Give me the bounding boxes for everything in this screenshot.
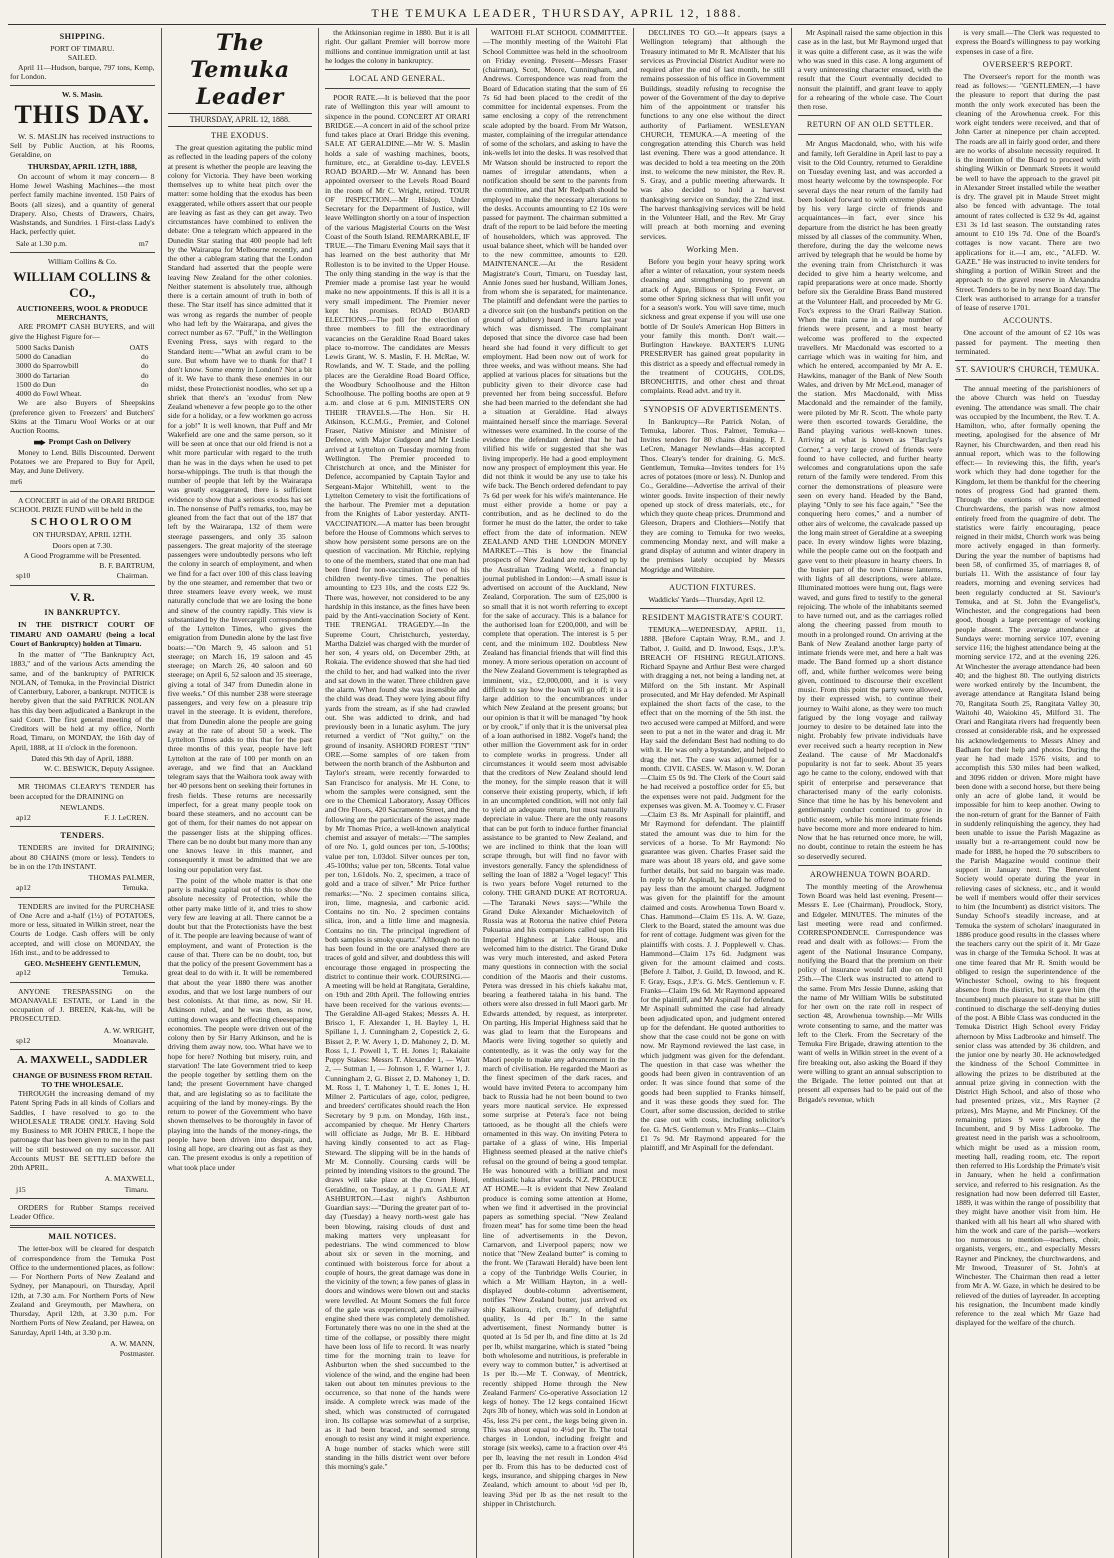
produce-row	[10, 361, 155, 370]
trespass-notice: ANYONE TRESPASSING on the MOANAVALE ESTATE, or Land in the occupation of J. BREEN, Kak-hu, will be PROSECUTED.	[10, 986, 155, 1024]
accounts-heading: ACCOUNTS.	[1002, 316, 1053, 326]
collins-more: We are also Buyers of Sheepskins (preference given to Freezers' and Butchers' Skins at the Timaru Wool Works or at our Auction Rooms.	[10, 398, 155, 436]
church-body: The annual meeting of the parishioners of the above Church was held on Tuesday evening. The attendance was small. The chair was occupied by the Incumbent, the Rev. T. A. Hamilton, who, after formally opening the meeting, apologised for the absence of Mr Rayner, his Churchwarden, and then read his annual report, which was to the following effect:— In reviewing this, the fifth, year's work which they had done together for the Kingdom, let them be thankful for the cheering notes of progress God had granted them. Through the exertions of their esteemed Churchwardens, the parish was now almost entirely freed from the quagmire of debt. The statistics were fairly encouraging, peace reigned in their midst, Church work was being more actively engaged in than formerly. During the year the number of baptisms had been 58, of confirmed 35, of marriages 8, of burials 11. With the assistance of four lay readers, morning and evening services had been regularly conducted at St. Saviour's Temuka, and at St. John the Evangelist's, Winchester, and the congregations had been good, though a large percentage of working people absent. The average attendance at Sundays were: morning service 107, evening service 116; the highest attendance being at the morning service 172, and at the evening 226. At Winchester the average attendance had been 40; and the highest 80. The outlying districts were worked entirely by the Incumbent, the average attendance at Rangitata Island being 70, Rangitata South 25, Rangitata Valley 30, Waitohi 40, Waiokino 45, Milford 31. The Orari and Rangitata rivers had frequently been crossed at considerable risk, and he expressed his acknowledgements to Messrs Alney and Badham for their help and photos. During the year he had made 1576 visits, and to accomplish this 530 miles had been walked, and 3096 ridden or driven. More might have been done with a second horse, but there being only an acre of globe land, it would be impossible for him to keep another. Owing to the non-return of grant for the Banner of Faith in suddenly relinquishing the agency, they had been unable to issue the Parish Magazine as usually but a re-arrangement could now be made for 1888, he hoped the 70 subscribers to the Parish Magazine would continue their support in January next. The Benevolent Society would operate during the year in relieving cases of sickness, etc., and it would be well if members would offer their services to him (the Incumbent) as district visitors. The Sunday School's steadily increase, and at Temuka the system of scholars' inaugurated in 1886 produce good results in the classes where the teachers carry out the spirit of it. Mr Gaze was in charge of the Temuka School. It was at one time feared that Mr R. Smith would be obliged to resign the superintendence of the Winchester School, owing to his frequent absence from the district, but it gave him (the Incumbent) much pleasure to state that he still continued to discharge the self-denying duties of the post. A Bible Class was conducted in the Temuka District High School every Friday afternoon by Miss Ladbrooke and himself. The senior class was attended by 36 children, and the junior one by nearly 30. He acknowledged the kindness of the School Committee in allowing the prizes to be distributed at the annual prize giving in connection with the District High School, and also of those who had presented prizes, viz., Mrs Rayner (2 prizes), Mrs Mayne, and Mr Pinckney. Of the remaining prizes 9 were given by the Incumbent, and 9 by Miss Ladbrooke. The greatest need in the parish was a schoolroom, which might be used as a mission room, meeting hall, reading room, etc. The report then referred to His Lordship the Primate's visit in January, when he held a confirmation service, and referred to his resignation. As the resignation had now been deferred till Easter, 1889, it was within the range of possibility that they might have another visit from him. He thanked with all his heart all who shared with him the work and care of the parish—workers too numerous to mention—teachers, choir, organists, vergers, etc., and especially Messrs Rayner and Pinckney, the churchwardens, and Mr Inwood, Treasurer of St. John's at Winchester. The Chairman then read a letter from Mr A. W. Gaze, in which he desired to be relieved of the duties of layreader. In accepting his resignation, the Incumbent made kindly reference to the zeal which Mr Gaze had displayed for the welfare of the church.	[955, 384, 1101, 1328]
produce-item	[149, 389, 155, 398]
tender-1-signature: THOMAS PALMER,	[88, 873, 155, 883]
produce-item: do	[140, 370, 149, 380]
produce-quantity: 5000 Sacks Danish	[16, 342, 75, 352]
collins-money: Money to Lend. Bills Discounted. Derwent Potatoes we are Prepared to Buy for April, May, and June Delivery.	[10, 447, 155, 476]
cleary-notice: MR THOMAS CLEARY'S TENDER has been accepted for the DRAINING on	[10, 782, 155, 801]
maslin-date: THURSDAY, APRIL 12TH, 1888,	[27, 161, 137, 171]
saddler-heading: A. MAXWELL, SADDLER	[16, 1054, 148, 1067]
pointing-hand-icon	[34, 440, 46, 446]
maslin-sale-row	[10, 239, 155, 248]
tender-1-row	[10, 883, 155, 892]
vr-crest: V. R.	[69, 589, 95, 604]
bankruptcy-heading: IN BANKRUPTCY.	[44, 608, 121, 618]
saddler-body: THROUGH the increasing demand of my Patent Spring Pads in all kinds of Collars and Saddles, I have resolved to go to the WHOLESALE TRADE ONLY. Having Sold my Business to MR JOHN PRICE, I hope the patronage that has been given to me in the past will be still bestowed on my successor. All Accounts MUST BE SETTLED before the 20th APRIL.	[10, 1089, 155, 1172]
overseer-heading: OVERSEER'S REPORT.	[982, 59, 1073, 69]
mail-body: The letter-box will be cleared for despatch of correspondence from the Temuka Post Office to the undermentioned places, as follow:— For Northern Ports of New Zealand and Sydney, per Manapouri, on Thursday, April 12th, at 7.30 a.m. For Northern Ports of New Zealand and Greymouth, per Mawhera, on Thursday, April 12th, at 3.30 p.m. For Northern Ports of New Zealand, per Hawea, on Saturday, April 14th, at 3.30 p.m.	[10, 1244, 155, 1337]
produce-item: do	[140, 379, 149, 389]
saddler-signature: A. MAXWELL,	[104, 1174, 155, 1184]
produce-item: do	[140, 352, 149, 362]
trespass-ref: sp12	[16, 1035, 31, 1045]
exodus-body-2: The point of the whole matter is that one party is making capital out of this to show the absolute necessity of Protection, while the other party make little of it, and tries to show very few are leaving at all. There cannot be a doubt but that the Protectionists have the best of it. The people are leaving because of want of employment, and want of Protection is the cause of that. There can be no doubt, too, but that the policy of the present Government has a great deal to do with it. It will be remembered that about the year 1880 there was another exodus, and that we lost large numbers of our best colonists. At that time, as now, Sir H. Atkinson ruled, and he was then, as now, cutting down wages and effecting cheeseparing economies. The people were driven out of the colony then by Sir Harry Atkinson, and he is driving them away now, too. What have we to hope for here? Nothing but misery, ruin, and starvation! The late Government tried to keep the people together by settling them on the land; the present Government have changed that, and are legislating so as to facilitate the acquiring of the land by money-rings. By the return to power of the Government who have shown themselves to be thoroughly in favor of playing into the hands of the money-rings, the people have been driven into despair, and, losing all hope, are clearing out as fast as they can. The present exodus is only a repetition of what took place under	[167, 875, 313, 1172]
saddler-ref: j15	[16, 1184, 26, 1194]
produce-quantity: 5000 do Canadian	[16, 352, 72, 362]
tender-2-row	[10, 968, 155, 977]
saddler-subtitle: CHANGE OF BUSINESS FROM RETAIL TO THE WHOLESALE.	[12, 1070, 153, 1089]
cash-delivery	[10, 437, 155, 446]
mail-title: Postmaster.	[119, 1349, 155, 1358]
produce-row	[10, 352, 155, 361]
maslin-body: On account of whom it may concern— 8 Home Jewel Washing Machines—the most perfect family machine invented. 150 Pairs of Boots (all sizes), and a quantity of general Drapery. Also, Chests of Drawers, Chairs, Washstands, and Sundries. 1 First-class Lady's Hack, perfectly quiet.	[10, 171, 155, 237]
sailed-label: SAILED.	[67, 53, 97, 63]
produce-quantity: 3000 do Sparrowbill	[16, 361, 79, 371]
collins-subtitle: AUCTIONEERS, WOOL & PRODUCE MERCHANTS,	[16, 303, 148, 323]
rm-court-body: TEMUKA—WEDNESDAY, APRIL 11, 1888. [Before Captain Wray, R.M., and J. Talbot, J. Guild, and D. Inwood, Esqs., J.P.'s. BREACH OF FISHING REGULATIONS. Richard Spayne and Arthur Best were charged with dragging a net, not being a landing net, at Milford on the 5th instant. Mr Aspinall prosecuted, and Mr Hay defended. Mr Aspinall explained the short facts of the case, to the effect that on the morning of the 5th inst. the two accused were camped at Milford, and were seen to put a net in the water and drag it. Mr Hay said the defendant Best had nothing to do with it. He was only a bystander, and helped to drag the net. The case was adjourned for a month. CIVIL CASES. W. Mason v. W. Doran—Claim £5 0s 9d. The Clerk of the Court said he had received a postoffice order for £5, but the expenses were not paid. Judgment for the expenses was given. M. A. Toomey v. C. Fraser—Claim £3 8s. Mr Aspinall for plaintiff, and Mr Raymond for defendant. The plaintiff stated the amount was due to him for the services of a horse. To Mr Raymond: No guarantee was given. Charles Fraser said the mare was about 18 years old, and gave some further details, but said no bargain was made. In reply to Mr Aspinall, he said he offered to pay less than the amount charged. Judgment was given for the plaintiff for the amount claimed and costs. Arowhenua Town Board v. Chas. Hammond—Claim £5 11s. A. W. Gaze, Clerk to the Board, stated the amount was due for rent of cottage. Judgment was given for the plaintiffs with costs. J. J. Popplewell v. Chas. Hammond—Claim 17s 6d. Judgment was given for the amount claimed and costs. [Before J. Talbot, J. Guild, D. Inwood, and K. F. Gray, Esqs., J.P.'s. G. McS. Gentlemun v. F. Franks—Claim 19s 6d. Mr Raymond appeared for the plaintiff, and Mr Aspinall for defendant. Mr Aspinall submitted the case had already been adjudicated upon, and judgment entered up for the defendant. He quoted authorities to show that the case could not be gone on with now. Mr Raymond reviewed the last case, in which judgment was given for the defendant. The question in that case was whether the goods had been given in contravention of an order. It was since found that some of the goods had been supplied to Franks himself, and it was these goods they sued for. The Court, after some discussion, decided to strike the case out with costs, including solicitor's fee. G. McS. Gentlemun v. Mrs Franks—Claim £1 7s 9d. Mr Raymond appeared for the plaintiff, and Mr Aspinall for the defendant.	[640, 625, 785, 1152]
rubber-stamps: ORDERS for Rubber Stamps received Leader Office.	[10, 1202, 155, 1221]
auction-heading: AUCTION FIXTURES.	[669, 582, 757, 592]
column-5-news	[633, 28, 791, 1558]
working-men-heading: Working Men.	[686, 244, 739, 254]
port-heading: PORT OF TIMARU.	[50, 44, 115, 53]
local-general-body: POOR RATE.—It is believed that the poor rate of Wellington this year will amount to sixpence in the pound. CONCERT AT ORARI BRIDGE.—A concert in aid of the school prize fund takes place at Orari Bridge this evening. SALE AT GERALDINE.—Mr W. S. Maslin holds a sale of washing machines, boots, furniture, etc., at Geraldine to-day. LEVELS ROAD BOARD.—Mr W. Annand has been appointed overseer to the Levels Road Board in the room of Mr C. Wright, retired. TOUR OF INSPECTION.—Mr Hislop, Under Secretary for the Department of Justice, will leave Wellington shortly on a tour of inspection of the various Magisterial Courts on the West Coast of the South Island. REMARKABLE, IF TRUE.—The Timaru Evening Mail says that it has learned on the best authority that Mr Rolleston is to be invited to the Upper House. The only thing standing in the way is that the Premier made a promise last year he would make no new appointments. If this is all it is a very small impediment. The Premier never kept his promises. ROAD BOARD ELECTIONS.—The poll for the election of three members to fill the extraordinary vacancies on the Geraldine Road Board takes place to-morrow. The candidates are Messrs Lewis Grant, W. S. Maslin, F. H. McRae, W. Rowlands, and W. T. Stade, and the polling places are the Geraldine Road Board Office, the Woodbury Schoolhouse and the Hilton Schoolhouse. The polling booths are open at 9 a.m. and close at 6 p.m. MINISTERS ON THEIR TRAVELS.—The Hon. Sir H. Atkinson, K.C.M.G., Premier, and Colonel Fraser, Native Minister and Minister of Defence, with Major Gudgeon and Mr Leslie arrived at Lyttelton on Tuesday morning from Wellington. The Premier proceeded to Christchurch at once, and the Minister for Defence, accompanied by Captain Taylor and Sergeant-Major Whitehill, went to the Lyttelton Cemetery to visit the fortifications of the harbour. The Premier met a deputation from the Knights of Labor yesterday. ANTI-VACCINATION.—A matter has been brought before the House of Commons which serves to show how persistent some persons are on the question of vaccination. Mr Ritchie, replying to one of the members, stated that one man had been fined for non-vaccination of two of his children twenty-five times. The penalties amounting to £23 10s, and the costs £22 9s. There was, however, not considered to be any hardship in this instance, as the fines have been paid by the Anti-vaccination Society of Kent. THE TRENGAL TRAGEDY.—In the Supreme Court, Christchurch, yesterday, Martha Dalziel was charged with the murder of her son, 4 years old, on December 29th, at Rokaia. The evidence showed that she had tied the child to her, and had walked into the river and sat down in the water. Three children gave the alarm. When found she was insensible and the child was dead. They were lying about fifty yards from the stream, as if she had crawled out. She was addicted to drink, and had previously been in a lunatic asylum. The jury returned a verdict of "Not guilty," on the ground of insanity. ASHORD FOREST "TIN" ORE.—Some samples of ore taken from between the north branch of the Ashburton and Taylor's stream, were recently forwarded to San Francisco for analysis. Mr H. Cone, to whom the samples were consigned, sent the ore to the Chemical Laboratory, Assay Offices and Ore Floors, 420 Sacramento Street, and the following are the particulars of the assay made by Mr Thomas Price, a well-known analytical chemist and assayer of metals:—"The samples of ore No. 1, gold ounces per ton, .5-100ths; value per ton, 1.03dol. Silver ounces per ton, .45-100ths; value per ton, 58cents. Total value per ton, 1.61dols. No. 2, specimen, a trace of gold and a trace of silver." Mr Price further remarks:—"No. 2 specimen contains silica, iron, lime, magnesia, and carbonic acid. Contains no tin. No. 2 specimen contains silica, iron, and a little lime and magnesia. Contains no tin. The principal ingredient of both samples is smoky quartz." Although no tin has been found in the ore analysed there are traces of gold and silver, and doubtless this will encourage those engaged in prospecting the district to continue their work. COURSING.—A meeting will be held at Rangitata, Geraldine, on 19th and 20th April. The following entries have been received for the various events:—The Geraldine All-aged Stakes; Messrs A. H. Brisco 1, F. Alexander 1, H. Bayley 1, H. Spillane 1, J. Cunningham 2, Copestick 2, G. Bisset 2, P. W. Avery 1, D. Mahoney 2, D. M. Ross 1, J. Powell 1, T. H. Jones 1; Rakaiaite Puppy Stakes: Messrs T. Alexander 1, — Watt 2, — Sutman 1, — Johnson 1, F. Warner 1, J. Cunningham 2, G. Bisset 2, D. Mahoney 1, D. M. Ross 1, T. Mahoney 1, T. E. Jones 1, H. Milner 2. Particulars of age, color, pedigree, and breeders' certificates should reach the Hon Secretary by 9 p.m. on Monday, 16th inst., accompanied by cheque. Mr Henry Charters will officiate as Judge, Mr B. E. Hibbard having kindly consented to act as Flag-Steward. The slipping will be in the hands of Mr M. Connolly. Coursing cards will be printed by intending visitors to the ground. The draws will take place at the Crown Hotel, Geraldine, on Tuesday, at 1 p.m. GALE AT ASHBURTON.—Last night's Ashburton Guardian says:—"During the greater part of to-day (Tuesday) a heavy north-west gale has been blowing, raising clouds of dust and making matters very unpleasant for pedestrians. The wind commenced to blow about six or seven in the morning, and continued with boisterous force for about a couple of hours, the great damage was done in the vicinity of the town; a few panes of glass in doors and windows were blown out and stacks were levelled. At Mount Somers the full force of the gale was experienced, and the railway engine shed there was completely demolished. Fortunately there was no one in the shed at the time of the collapse, or possibly there might have been loss of life to record. It was nearly time for the morning train to leave for Ashburton when the shed succumbed to the violence of the wind, and the engine had been taken out about ten minutes previous to the occurrence, so that none of the hands were inside. A complete wreck was made of the shed, which was constructed of corrugated iron. Its collapse was somewhat of a surprise, as it had been braced, and seemed strong enough to resist any wind it might experience. A huge number of stacks which were still standing in the hills district went over before this morning's gale."	[325, 93, 470, 1471]
trespass-place: Moanavale.	[112, 1035, 149, 1045]
auction-body: Waddicks' Yards—Thursday, April 12.	[648, 594, 766, 604]
cleary-sig-row	[10, 813, 155, 822]
tenders-heading: TENDERS.	[60, 831, 105, 841]
bankruptcy-dated: Dated this 9th day of April, 1888.	[31, 753, 134, 763]
columns	[8, 28, 1106, 1558]
editorial-conclusion: the Atkinsonian regime in 1880. But it is all right. Our gallant Premier will borrow more millions and continue immigration until at last he lodges the colony in bankruptcy.	[325, 28, 470, 65]
column-7-news	[948, 28, 1106, 1558]
old-settler-body: Mr Angus Macdonald, who, with his wife and family, left Geraldine in April last to pay a visit to the Old Country, returned to Geraldine on Tuesday evening last, and was accorded a most hearty welcome by the townspeople. For several days the near return of the family had been looked forward to with extreme pleasure by his very large circle of friends and acquaintances—in fact, ever since his departure from the district he has been greatly missed by all classes of the community. When, therefore, during the day the welcome news arrived by telegraph that he would be home by the evening train from Christchurch it was decided to give him a hearty welcome, and rapid preparations were at once made. Shortly before six the Geraldine Brass Band mustered at the Volunteer Hall, and proceeded by Mr G. Fox's express to the Orari Railway Station. When the train came in a large number of friends were present, and a most hearty welcome was proffered to the expected travellers. Mr Macdonald was escorted to a carriage which was in waiting for him, and which he entered, accompanied by Mr A. E. Hawkins, manager of the Bank of New South Wales, and driven by Mr McLeod, manager of the station. Mrs Macdonald, with Miss Macdonald and the remainder of the family, were piloted by Mr R. Scott. The whole party were then escorted towards Geraldine, the Band playing various well-known tunes. Arriving at what is known as "Barclay's Corner," a very large crowd of friends were found to have collected, and further hearty welcomes and congratulations upon the safe return of the family were tendered. From this corner the demonstrations of pleasure were seen on every hand. Headed by the Band, playing "Only to see his face again," "See the conquering hero comes," and a number of other airs of welcome, the cavalcade passed up the long main street of Geraldine at a sweeping pace. In every window lights were blazing, while the people came out on the footpath and gave vent to their pleasure in hearty cheers. In the busier part of the town Chinese lanterns, with lights of all descriptions, were ablaze. Illuminated mottoes were hung out, flags were waved, and guns fired to testify to the general rejoicing. The whole of the inhabitants seemed to have turned out, and as the carriages rolled along the cheering passed from mouth to mouth in a prolonged round. On arriving at the Bank of New Zealand another large party of intimate friends were met, and here a halt was made. The Band formed up a short distance off, and, while further welcomes were being given, continued to discourse their excellent music. From this point the party were allowed, by their expressed wish, to continue their journey to Waihi alone, as they were too much fatigued by the long voyage and railway journey to desire to be detained late into the night. Probably few private individuals have ever received such a hearty reception in New Zealand. The cause of Mr Macdonald's popularity is not far to seek. About 35 years ago he came to the colony, endowed with that spirit of enterprise and perseverance that characterised many of the early colonists. Since that time he has by his benevolent and gentlemanly conduct continued to grow in public esteem, while his more intimate friends have become more and more endeared to him. Now that he has returned once more, he will, no doubt, continue to retain the esteem he has so deservedly secured.	[797, 139, 943, 861]
newspaper-title: The Temuka Leader	[190, 30, 290, 110]
local-general-heading: LOCAL AND GENERAL.	[349, 74, 446, 83]
concert-heading: A CONCERT in aid of the ORARI BRIDGE SCHOOL PRIZE FUND will be held in the	[10, 495, 155, 514]
tender-2-ref: ap12	[16, 968, 31, 978]
column-5-body: DECLINES TO GO.—It appears (says a Wellington telegram) that although the Treasury intimated to Mr R. McAlister that his services as Provincial District Auditor were no required after the end of last month, he still remains possession of his office in Government Buildings, steadily refusing to recognise the power of the Government of the day to deprive him of the appointment or transfer his functions to any one else without the direct authority of Parliament. WESLEYAN CHURCH, TEMUKA.—A meeting of the congregation attending this Church was held last evening. There was a good attendance. It was decided to hold a tea meeting on the 20th inst. to welcome the new minister, the Rev. R. S. Gray, and a public meeting afterwards. It was also decided to hold a harvest thanksgiving service on Sunday, the 22nd inst. The harvest thanksgiving services will be held in the Volunteer Hall, and the Rev. Mr Gray will preach at both morning and evening services.	[640, 28, 785, 241]
produce-row	[10, 371, 155, 380]
maslin-ref: m7	[138, 238, 149, 248]
exodus-body: The great question agitating the public mind as reflected in the leading papers of the colony at present is whether the people are leaving the colony for Victoria. They have been working themselves up to white heat pitch over the matter: some holding that the exodus has been exaggerated, while others assert that our people are leaving as fast as they can get away. Two circumstances have combined to enliven the debate: One a telegram which appeared in the Dunedin Star stating that 400 people had left by the Wairarapa for Melbourne recently, and the other a cablegram stating that the London Standard had asserted that the people were leaving New Zealand for the other colonies. Neither statement is absolutely true, although there is a certain amount of truth in both of these. The Star itself has since admitted that it was wrong as regards the number of people who had left by the Wairarapa, and gives the correct number as 67. "Puff," in the Wellington Evening Press, says with regard to the Standard item:—"What an awful cram to be sure. But whom have we to thank for that? I don't know. Some enemy in London? Not a bit of it. We have to thank these enemies in our midst, these Protectionist noodles, who set up a shriek that there's an 'exodus' from New Zealand whenever a few people go to the other side for a holiday, or a few workmen go across for a job!" It is well known, that Puff and Mr Wakefield are one and the same person, so it will be seen at once that our old friend is not a whit more particular with regard to the truth than he was in the days when he used to pet horse-whippings. The truth is that though the number of people that left by the Wairarapa was greatly exaggerated, there is sufficient evidence to show that a serious exodus has set in. The nonsense of Puff's remarks, too, may be gleaned from the fact that out of the 187 that left by the Wairarapa, 132 of them were steerage passengers, and only 35 saloon passengers. The great majority of the steerage passengers were undoubtedly persons who left the colony in search of employment, and when we find for a fact over 100 of this class leaving by the one steamer, and remember that two or three steamers leave every week, we must naturally conclude that we are losing the bone and sinew of the country rapidly. This view is substantiated by the Invercargill correspondent of the Lyttelton Times, who gives the emigration from Dunedin alone by the last five boats:—"On March 9, 45 saloon and 51 steerage; on March 16, 19 saloon and 45 steerage; on March 26, 40 saloon and 60 steerage; on April 6, 52 saloon and 35 steerage, giving a total of 347 from Dunedin alone in five weeks." Of this number 238 were steerage passengers, and very few on a pleasure trip travel in the steerage. It is evident, therefore, that from Dunedin alone the people are going away at the rate of about 50 a week. The Lyttelton Times adds to this that for the past three months of this year, people have left Lyttelton at the rate of 100 per month on an average, and we find that an Auckland telegram says that the Waihora took away with her 40 persons bent on seeking their fortunes in fresh fields. These returns are necessarily imperfect, for a great many people took on board these steamers, and no account can be got of them, for their names do not appear on the passenger lists at the shipping offices. There can be no doubt but many more than any one knows leave in this manner, and consequently it must be admitted that we are losing our population very fast.	[167, 143, 313, 874]
bankruptcy-body: In the matter of "The Bankruptcy Act, 1883," and of the various Acts amending the same, and of the bankruptcy of PATRICK NOLAN, of Temuka, in the Provincial District of Canterbury, Laborer, a bankrupt. NOTICE is hereby given that the said PATRICK NOLAN has this day been adjudicated a Bankrupt in the said Court. The first general meeting of the Creditors will be held at my office, North Road, Timaru, on MONDAY, the 16th day of April, 1888, at 11 o'clock in the forenoon.	[10, 650, 155, 752]
tender-2-place: Temuka.	[122, 968, 149, 978]
arowhenua-heading: AROWHENUA TOWN BOARD.	[809, 869, 931, 879]
concert-signature: B. F. BARTRUM,	[99, 561, 155, 571]
exodus-heading: THE EXODUS.	[211, 131, 269, 141]
concert-sig-row	[10, 571, 155, 580]
cleary-ref: ap12	[16, 813, 31, 823]
concert-programme: A Good Programme will be Presented.	[23, 550, 141, 560]
column-6-news	[791, 28, 949, 1558]
mail-heading: MAIL NOTICES.	[48, 1232, 117, 1242]
collins-name: WILLIAM COLLINS & CO.,	[13, 269, 152, 300]
page-masthead: THE TEMUKA LEADER, THURSDAY, APRIL 12, 1888.	[8, 6, 1106, 25]
produce-quantity: 4000 do Fowl Wheat.	[16, 389, 82, 399]
editorial-dateline: THURSDAY, APRIL 12, 1888.	[168, 113, 313, 127]
maslin-sale-time: Sale at 1.30 p.m.	[16, 238, 68, 248]
column-3-local-news	[318, 28, 476, 1558]
concert-doors: Doors open at 7.30.	[52, 540, 113, 550]
shipping-heading: SHIPPING.	[59, 32, 105, 41]
bankruptcy-court: IN THE DISTRICT COURT OF TIMARU AND OAMARU (being a local Court of Bankruptcy) holden at Timaru.	[10, 620, 155, 648]
produce-item: OATS	[129, 342, 149, 352]
column-4-body: WAITOHI FLAT SCHOOL COMMITTEE.—The monthly meeting of the Waitohi Flat School Committee was held in the schoolroom on Friday evening. Present—Messrs Fraser (chairman), Scott, Moore, Cunningham, and Andrews. Correspondence was read from the Board of Education stating that the sum of £6 7s 6d had been placed to the credit of the committee for incidental expenses. From the same enclosing a copy of the retrenchment scale adopted by the board. From Mr Watson, master, complaining of the irregular attendance of some of the scholars, and asking to have the ink-wells let into the desks. It was resolved that Mr Watson should be instructed to report the names of irregular attendants, when a notification should be sent to the parents from the committee, and that Mr Redpath should be employed to make the necessary alterations to the desks. Accounts amounting to £2 10s were passed for payment. The chairman submitted a draft of the report to be laid before the meeting of householders, which was approved. The usual balance sheet, which will be handed over to the new committee, amounts to £20. MAINTENANCE.—At the Resident Magistrate's Court, Timaru, on Tuesday last, Annie Jones sued her husband, William Jones, from whom she is separated, for maintenance. The plaintiff and defendant were the parties to a divorce suit (on the husband's petition on the ground of adultery) heard in Timaru last year which was dismissed. The complainant deposed that since the divorce case had been heard she had found it very difficult to get employment. Had been now out of work for three weeks, and was without means. She had applied at various places for situations but the publicity given to their divorce case had prevented her from being successful. Before she had been married to the defendant she had a situation at Geraldine. Had always maintained herself since the marriage. Several witnesses were examined. In the course of the evidence the defendant denied that he had vilified his wife or suggested that she was living improperly. He had a good employment now any prospect of employment this year. He did not think it would be any use to take his wife back. The Bench ordered defendant to pay 7s 6d per week for his wife's maintenance. He must either provide a home or pay a contribution, and as he declined to do the former he must do the latter, the order to take effect from the date of information. NEW ZEALAND AND THE LONDON MONEY MARKET.—This is how the financial prospects of New Zealand are reckoned up by the Australian Trading World, a financial journal published in London:—A small issue is advertised on account of the Auckland, New Zealand, Corporation. The sum of £25,000 is so small that it is not worth referring to except for the sake of accuracy. This is a balance for the authorised loan for £200,000, and will be complete that operation. The interest is 5 per cent, and the minimum 102. Doubtless New Zealand has financial friends that will find this money. A more serious operation on account of the New Zealand Government is telegraphed as imminent, viz., £2,000,000, and it is very difficult to say how the loan will go off; it is a large addition to the encumbrances under which New Zealand at the present groans; but our opinion is that it will be managed "by hook or by crook," if only that it is the universal plea of a loan authorised in 1882. Vogel's hand; the other million the Government ask for in order to complete works in progress. Under all circumstances it would seem most advisable that the creditors of New Zealand should lend the money, for the simple reason that it will conserve their existing property, which, if left in an uncompleted condition, will not only fail to yield an adequate return, but must naturally depreciate in value. There are the only reasons that can be put forth to induce further financial assistance to be granted to New Zealand, and we are inclined to think that the loan will scrape through, but will find no favor with investors generally. Fancy the splendidness of selling the loan of 1882 a 'Vogel legacy!' This is two years before Vogel returned to the colony. THE GRAND DUKE AT ROTORUA.—The Taranaki News says:—"While the Grand Duke Alexander Michaelovitch of Russia was at Rotorua the native chief Petera Pukuatua and his companions called upon His Imperial Highness at Lake House, and welcomed him to the district. The Grand Duke was very much interested, and asked Petera many questions in connection with the social condition of the Maoris and their customs. Petera was dressed in his chiefs kakahu mat, bearing a feathered taiaha in his hand. The others were also dressed in full Maori garb. Mr Edwards attended, by request, as interpreter. On parting, His Imperial Highness said that he was glad to learn that the Europeans and Maoris were living together so quietly and contentedly, as it was the only way for the Maori people to make any advancement in the march of civilisation. He regarded the Maori as the finest specimen of the dark races, and would have invited Petera to accompany him back to Russia had he not been bound to two years more nautical service. He expressed some surprise at Petera's face not being tattooed, as he thought all the chiefs were ornamented in this way. On inviting Petera to partake of a glass of wine, His Imperial Highness seemed pleased at the native chief's refusal on the ground of being a good templar. He was honoured with a brilliant and most enthusiastic haka after wards. N.Z. PRODUCE AT HOME.—It is evident that New Zealand produce is coming some attention at Home, when we find it advertised in the provincial papers as something special. "New Zealand frozen meat" has for some time been the head line of advertisements in the Devon, Carnarvon, and Liverpool papers; now we notice that "New Zealand butter" is coming to the front. We (Tarawati Herald) have been lent a copy of the Tunbridge Wells Courier, in which a Mr William Hayton, in a well-displayed double-column advertisement, notifies "New Zealand butter, just arrived ex ship Kaikoura, rich, creamy, of delightful quality, 1s 4d per lb." In the same advertisement, finest Normandy butter is quoted at 1s 5d per lb, and fine ditto at 1s 2d per lb, whilst margarine, which is stated "being both wholesome and nutritious, is preferable in every way to common butter," is advertised at 1s per lb.—Mr T. Conway, of Mentrick, recently shipped Home through the New Zealand Farmers' Co-operative Association 12 kegs of honey. The 12 kegs contained 16cwt 2qrs 3lb of honey, which was sold in London at 45s, less 2¼ per cent., the kegs being given in. This was about equal to 4½d per lb. The total charges in London, including freight and storage (six weeks), came to a fraction over 4½ per lb, leaving the net result in London 4¼d per lb. From this has to be deducted cost of kegs, insurance, and shipping charges in New Zealand, which amount to about ½d per lb, leaving 3¾d per lb as the net result to the shipper in Christchurch.	[482, 28, 628, 1508]
schoolroom: SCHOOLROOM	[31, 516, 134, 529]
concert-ref: sp10	[16, 571, 31, 581]
tender-2: TENDERS are invited for the PURCHASE of One Acre and a-half (1½) of POTATOES, more or less, situated in Wilkin street, near the Courts de Lodge. Cash offers will be only accepted, and will close on MONDAY, the 16th inst., and to be addressed to	[10, 901, 155, 957]
collins-ref: mr6	[10, 477, 23, 487]
cleary-signature: F. J. LeCREN.	[104, 813, 149, 823]
column-7-body: is very small.—The Clerk was requested to express the Board's willingness to pay working expenses in case of a fire.	[955, 28, 1101, 56]
arowhenua-body: The monthly meeting of the Arowhenua Town Board was held last evening. Present—Messrs E. Lee (Chairman), Proudlock, Story, and Edgeler. MINUTES. The minutes of the last meeting were read and confirmed. CORRESPONDENCE. Correspondence was read and dealt with as follows:— From the agent of the National Insurance Company, notifying the Board that the premium on their policy of insurance would fall due on April 25th.—The Clerk was instructed to attend to the same. From Mrs Jessie Dunne, asking that the name of Mr William Wills be substituted for her own on the rate roll in respect of section 48, Arowhenua township.—Mr Wills wrote consenting to same, and the matter was left to the Clerk. From the Secretary of the Temuka Fire Brigade, drawing attention to the want of wells in Wilkin street in the event of a fire breaking out, also asking the Board if they were willing to grant an annual subscription to the Brigade. The letter pointed out that at present all expenses had to be paid out of the Brigade's revenue, which	[797, 881, 943, 1104]
produce-row	[10, 389, 155, 398]
church-heading: ST. SAVIOUR'S CHURCH, TEMUKA.	[956, 365, 1100, 374]
overseer-body: The Overseer's report for the month was read as follows:— "GENTLEMEN,—I have the pleasure to report that during the past month the only work executed has been the cleaning of the Arowhenua creek. For this work eight tenders were received, and that of John Carter at ninepence per chain accepted. The roads are all in fairly good order, and there are no works of absolute necessity required. It is the intention of the Board to proceed with shingling Wilkin or Denmark Streets it would be well to have the approach to the gravel pit in Alexander Street installed while the weather is dry. The gravel pit in Maude Street might also be fenced with advantage. The total amount of rates collected is £32 9s 4d, against £31 3s 1d last season. The outstanding rates amount to £10 19s 7d. One of the Board's cottages is now vacant. There are two applications for it.—I am, etc., "ALFD. W. GAZE." He was instructed to invite tenders for shingling a portion of Wilkin Street and the approach to the gravel reserve in Alexandra Street. Tenders to be in by next Board day. The Clerk was authorised to arrange for a transfer of lease of reserve 1701.	[955, 71, 1101, 312]
synopsis-body: In Bankruptcy—Re Patrick Nolan, of Temuka, laborer. Thos. Palmer, Temuka—Invites tenders for 80 chains draining. F. J. LeCren, Manager Newlands—Has accepted Thos. Cleary's tender for draining. G. McS. Gentlemun, Temuka—Invites tenders for 1½ acres of potatoes (more or less). N. Dunlop and Co., Geraldine—Advertise the arrival of their winter goods. Invite inspection of their newly opened up stock of dress materials, etc., for which they quote cheap prices. Drummond and Gleeson, Drapers and Clothiers—Notify that they are coming to Temuka for two weeks, commencing Monday next, and will make a grand display of autumn and winter drapery in the premises lately occupied by Messrs Mogridge and Wiltshire.	[640, 416, 785, 574]
tender-1-place: Temuka.	[122, 883, 149, 893]
accounts-body: One account of the amount of £2 10s was passed for payment. The meeting then terminated.	[955, 328, 1101, 356]
produce-row	[10, 343, 155, 352]
maslin-name: W. S. Masin.	[61, 90, 103, 99]
collins-small-name: William Collins & Co.	[47, 256, 117, 266]
trespass-signature: A. W. WRIGHT,	[103, 1025, 155, 1035]
column-2-editorial	[161, 28, 319, 1558]
produce-quantity: 1500 do Dun	[16, 379, 56, 389]
bankruptcy-signature: W. C. BESWICK, Deputy Assignee.	[43, 764, 155, 774]
produce-row	[10, 380, 155, 389]
collins-body: ARE PROMPT CASH BUYERS, and will give the Highest Figure for—	[10, 322, 155, 341]
maslin-intro: W. S. MASLIN has received instructions to Sell by Public Auction, at his Rooms, Geraldine, on	[10, 131, 155, 160]
tender-1: TENDERS are invited for DRAINING; about 80 CHAINS (more or less). Tenders to be in on the 17th INSTANT.	[10, 843, 155, 871]
rm-court-heading: RESIDENT MAGISTRATE'S COURT.	[641, 613, 784, 622]
this-day-heading: THIS DAY.	[14, 100, 151, 130]
tender-2-signature: GEO. McSHEEHY GENTLEMUN,	[24, 959, 141, 969]
column-1-advertisements	[8, 28, 161, 1558]
cash-delivery-text: Prompt Cash on Delivery	[48, 437, 131, 447]
working-men-body: Before you begin your heavy spring work after a winter of relaxation, your system needs cleansing and strengthening to prevent an attack of Ague, Bilious or Spring Fever, or some other Spring sickness that will unfit you for a season's work. You will save time, much sickness and great expense if you will use one bottle of Dr Soule's American Hop Bitters in your family this month. Don't wait.—Burlington Hawkeye. BAXTER'S LUNG PRESERVER has gained great popularity in this district as a speedy and effectual remedy in the treatment of COUGHS, COLDS, BRONCHITIS, and other chest and throat complaints. Read advt. and try it.	[640, 256, 785, 396]
saddler-place: Timaru.	[124, 1184, 149, 1194]
column-4-news	[476, 28, 634, 1558]
produce-list	[10, 343, 155, 399]
concert-chair: Chairman.	[116, 571, 149, 581]
newlands: NEWLANDS.	[60, 802, 105, 812]
column-6-body: Mr Aspinall raised the same objection in this case as in the last, but Mr Raymond urged that it was quite a different case, as it was the wife who was sued in this case. A long argument of a very uninteresting character ensued, with the result that the Court eventually decided to nonsuit the plaintiff, and grant leave to apply for a rehearing of the whole case. The Court then rose.	[797, 28, 943, 111]
concert-date: ON THURSDAY, APRIL 12TH.	[32, 530, 132, 540]
produce-quantity: 3000 do Tartarian	[16, 370, 70, 380]
synopsis-heading: SYNOPSIS OF ADVERTISEMENTS.	[643, 404, 782, 414]
mail-signature: A. W. MANN,	[110, 1338, 155, 1348]
trespass-row	[10, 1036, 155, 1045]
tender-1-ref: ap12	[16, 883, 31, 893]
saddler-row	[10, 1185, 155, 1194]
old-settler-heading: RETURN OF AN OLD SETTLER.	[806, 120, 934, 130]
sailed-line: April 11—Hudson, barque, 797 tons, Kemp, for London.	[10, 62, 155, 81]
produce-item: do	[140, 361, 149, 371]
